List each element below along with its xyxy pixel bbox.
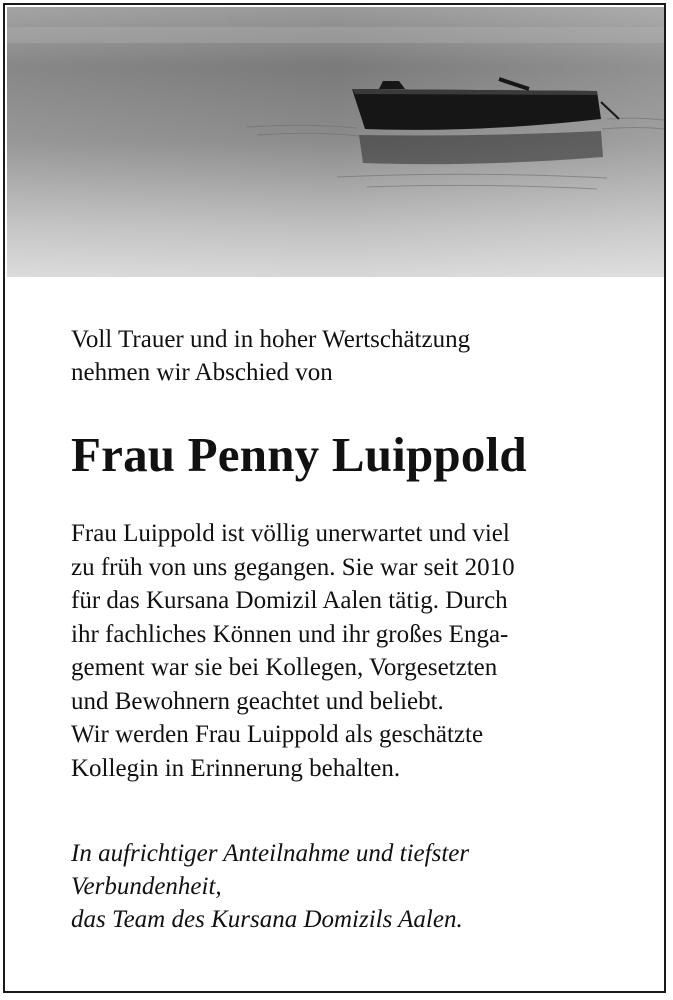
rowboat-lake-photo	[7, 7, 664, 277]
intro-line: nehmen wir Abschied von	[71, 359, 333, 386]
body-line: Frau Luippold ist völlig unerwartet und viel	[71, 520, 510, 547]
body-text	[71, 517, 631, 785]
body-line: und Bewohnern geachtet und beliebt.	[71, 687, 444, 715]
body-line: Kollegin in Erinnerung behalten.	[71, 754, 401, 782]
body-line: ihr fachliches Können und ihr großes Enga-	[71, 620, 509, 648]
intro-line: Voll Trauer und in hoher Wertschätzung	[71, 326, 471, 353]
closing-line: das Team des Kursana Domizils Aalen.	[71, 906, 463, 933]
closing-signature	[71, 837, 631, 936]
rowboat-icon	[7, 7, 664, 277]
deceased-name: Frau Penny Luippold	[71, 427, 527, 482]
closing-line: Verbundenheit,	[71, 873, 222, 900]
body-line: gement war sie bei Kollegen, Vorgesetzten	[71, 654, 498, 681]
body-line: zu früh von uns gegangen. Sie war seit 2010	[71, 553, 515, 581]
intro-text	[71, 323, 631, 389]
obituary-notice	[3, 3, 666, 993]
body-line: Wir werden Frau Luippold als geschätzte	[71, 721, 484, 748]
closing-line: In aufrichtiger Anteilnahme und tiefster	[71, 840, 470, 867]
body-line: für das Kursana Domizil Aalen tätig. Durch	[71, 587, 508, 614]
